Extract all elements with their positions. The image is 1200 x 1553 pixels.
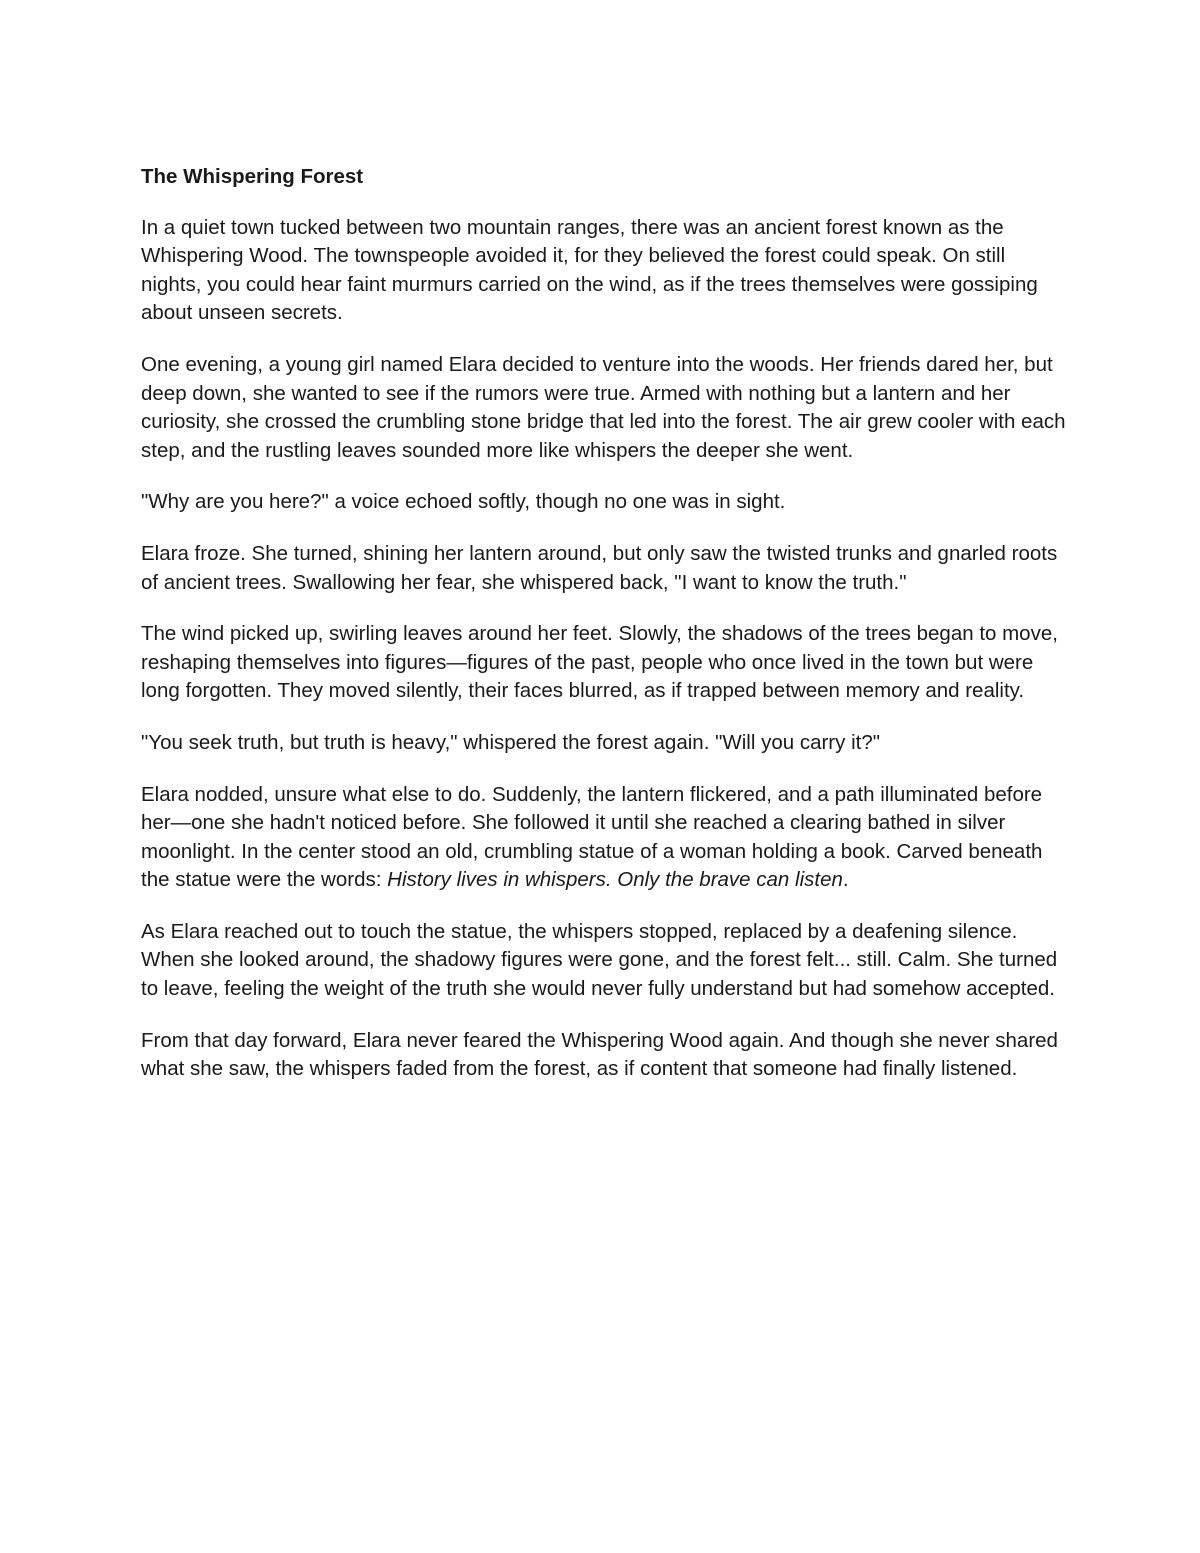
paragraph-text: Elara nodded, unsure what else to do. Suddenly, the lantern flickered, and a path illuminated before her—one she hadn't noticed before. She followed it until she reached a clearing bathed in silver moonlight. In the center stood an old, crumbling statue of a woman holding a book. Carved beneath the statue were the words: — [141, 782, 1043, 892]
paragraph-3 — [141, 488, 1071, 517]
paragraph-2 — [141, 351, 1071, 465]
paragraph-text: As Elara reached out to touch the statue, the whispers stopped, replaced by a deafening silence. When she looked around, the shadowy figures were gone, and the forest felt... still. Calm. She turned to leave, feeling the weight of the truth she would never fully understand but had somehow accepted. — [141, 919, 1058, 1001]
paragraph-text: "Why are you here?" a voice echoed softly, though no one was in sight. — [141, 490, 786, 514]
paragraph-text: Elara froze. She turned, shining her lantern around, but only saw the twisted trunks and gnarled roots of ancient trees. Swallowing her fear, she whispered back, "I want to know the truth." — [141, 541, 1058, 594]
statue-inscription: History lives in whispers. Only the brave can listen — [387, 868, 843, 892]
paragraph-text: One evening, a young girl named Elara decided to venture into the woods. Her friends dared her, but deep down, she wanted to see if the rumors were true. Armed with nothing but a lantern and her curiosity, she crossed the crumbling stone bridge that led into the forest. The air grew cooler with each step, and the rustling leaves sounded more like whispers the deeper she went. — [141, 352, 1066, 462]
paragraph-8 — [141, 918, 1071, 1004]
paragraph-text: "You seek truth, but truth is heavy," whispered the forest again. "Will you carry it?" — [141, 730, 880, 754]
paragraph-1 — [141, 214, 1071, 328]
paragraph-9 — [141, 1027, 1071, 1084]
paragraph-5 — [141, 620, 1071, 706]
paragraph-text: In a quiet town tucked between two mountain ranges, there was an ancient forest known as the Whispering Wood. The townspeople avoided it, for they believed the forest could speak. On still nights, you could hear faint murmurs carried on the wind, as if the trees themselves were gossiping about unseen secrets. — [141, 215, 1038, 325]
paragraph-4 — [141, 540, 1071, 597]
paragraph-7 — [141, 781, 1071, 895]
paragraph-6 — [141, 729, 1071, 758]
document-body — [141, 163, 1071, 1107]
document-title: The Whispering Forest — [141, 165, 364, 188]
paragraph-text: From that day forward, Elara never feared the Whispering Wood again. And though she never shared what she saw, the whispers faded from the forest, as if content that someone had finally listened. — [141, 1028, 1058, 1081]
paragraph-tail: . — [842, 868, 849, 892]
paragraph-text: The wind picked up, swirling leaves around her feet. Slowly, the shadows of the trees began to move, reshaping themselves into figures—figures of the past, people who once lived in the town but were long forgotten. They moved silently, their faces blurred, as if trapped between memory and reality. — [141, 622, 1058, 703]
